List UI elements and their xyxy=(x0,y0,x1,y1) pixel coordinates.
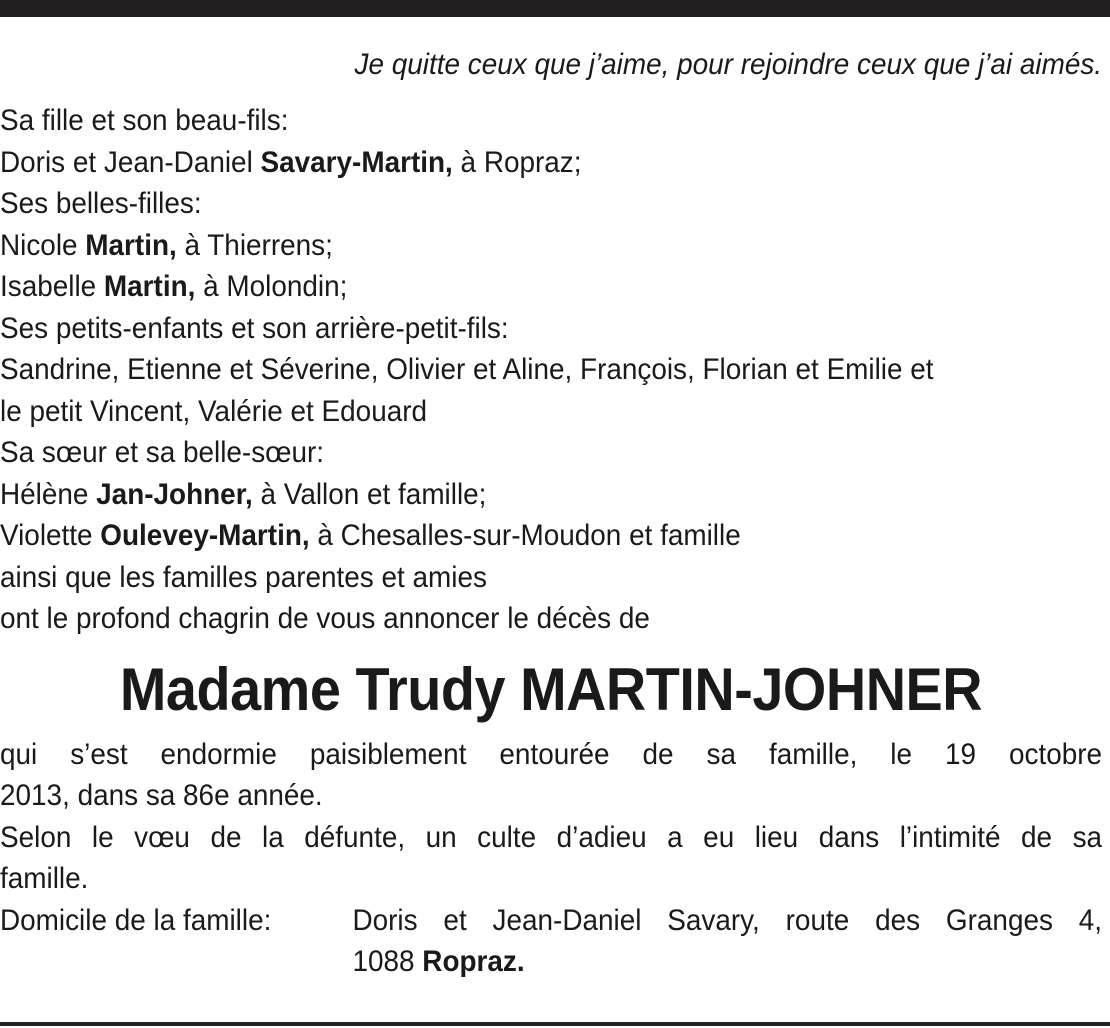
family-line-text: Violette xyxy=(0,519,101,552)
family-line xyxy=(0,142,1102,184)
family-line-text: Sandrine, Etienne et Séverine, Olivier et Aline, François, Florian et Emilie et xyxy=(0,353,934,386)
bottom-rule xyxy=(0,1022,1110,1026)
domicile-postcode: 1088 xyxy=(352,945,423,978)
passing-line: qui s’est endormie paisiblement entourée de sa famille, le 19 octobre xyxy=(0,737,1103,771)
family-line-text: Sa fille et son beau-fils: xyxy=(0,104,289,137)
family-line-text: Nicole xyxy=(0,228,86,262)
ceremony-paragraph xyxy=(0,817,1102,900)
family-line xyxy=(0,515,1102,557)
family-line-text: Sa sœur et sa belle-sœur: xyxy=(0,436,325,469)
family-line xyxy=(0,183,1102,225)
family-line-surname: Savary-Martin, xyxy=(260,145,453,179)
family-line-text: Isabelle xyxy=(0,270,104,303)
domicile-town: Ropraz. xyxy=(422,945,525,978)
passing-line: 2013, dans sa 86e année. xyxy=(0,779,323,812)
family-line xyxy=(0,557,1102,599)
epigraph: Je quitte ceux que j’aime, pour rejoindre ceux que j’ai aimés. xyxy=(354,48,1103,81)
family-line-text: ont le profond chagrin de vous annoncer le décès de xyxy=(0,602,650,635)
ceremony-line: famille. xyxy=(0,862,89,895)
family-line-surname: Martin, xyxy=(103,270,196,303)
family-line-text: Ses belles-filles: xyxy=(0,187,202,220)
family-line-surname: Oulevey-Martin, xyxy=(100,519,310,552)
family-line xyxy=(0,308,1102,350)
domicile-address xyxy=(352,900,1102,983)
ceremony-line: Selon le vœu de la défunte, un culte d’adieu a eu lieu dans l’intimité de sa xyxy=(0,820,1103,854)
domicile-line: Doris et Jean-Daniel Savary, route des Granges 4, xyxy=(352,903,1103,937)
domicile-line xyxy=(352,941,1102,983)
domicile-label: Domicile de la famille: xyxy=(0,903,272,937)
family-line xyxy=(0,474,1102,516)
family-line-text: ainsi que les familles parentes et amies xyxy=(0,560,487,594)
family-line-place: à Ropraz; xyxy=(452,145,582,179)
family-line xyxy=(0,349,1102,391)
domicile xyxy=(0,900,1102,983)
family-line-place: à Vallon et famille; xyxy=(252,477,487,511)
family-line-text: Ses petits-enfants et son arrière-petit-fils: xyxy=(0,311,509,345)
family-line-place: à Thierrens; xyxy=(176,228,333,262)
family-line-text: Doris et Jean-Daniel xyxy=(0,145,261,179)
top-rule xyxy=(0,0,1110,17)
family-line-place: à Molondin; xyxy=(195,270,348,303)
family-line-text: Hélène xyxy=(0,477,97,511)
family-line xyxy=(0,391,1102,433)
family-list xyxy=(0,100,1102,640)
family-line-surname: Jan-Johner, xyxy=(96,477,253,511)
deceased-name: Madame Trudy MARTIN-JOHNER xyxy=(119,655,983,723)
family-line-place: à Chesalles-sur-Moudon et famille xyxy=(309,519,741,552)
family-line xyxy=(0,432,1102,474)
family-line xyxy=(0,100,1102,142)
family-line xyxy=(0,598,1102,640)
family-line xyxy=(0,225,1102,267)
obituary-notice xyxy=(0,40,1102,983)
passing-paragraph xyxy=(0,734,1102,817)
family-line-surname: Martin, xyxy=(85,228,177,262)
family-line xyxy=(0,266,1102,308)
family-line-text: le petit Vincent, Valérie et Edouard xyxy=(0,394,428,428)
